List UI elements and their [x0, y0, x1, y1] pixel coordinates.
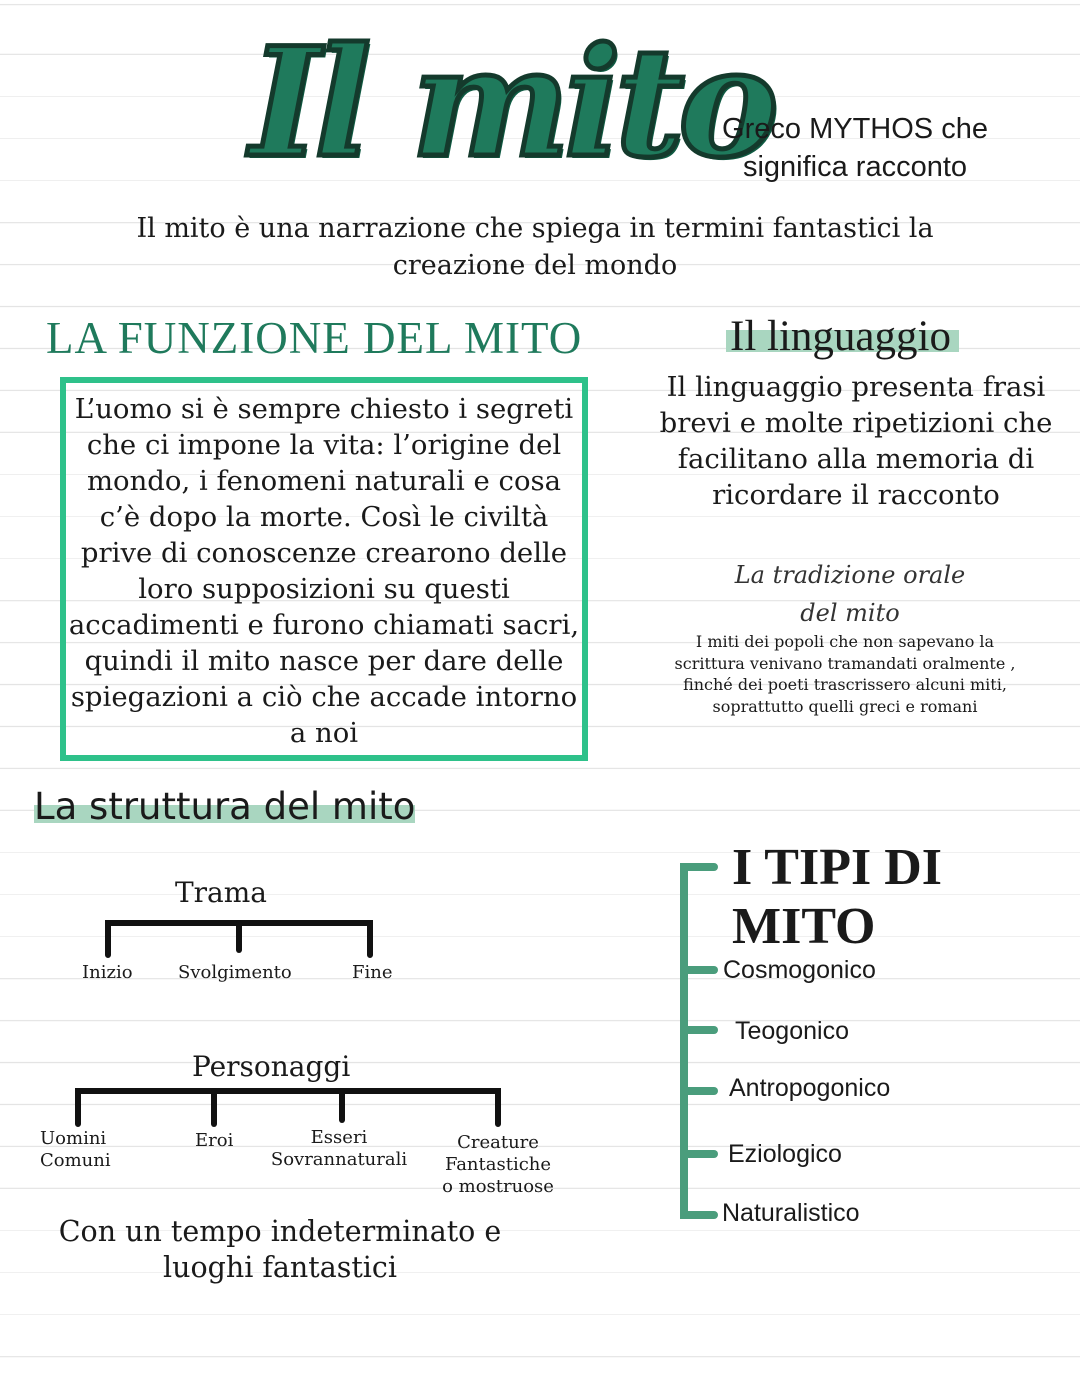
- tipo-naturalistico: Naturalistico: [722, 1199, 860, 1227]
- linguaggio-text: Il linguaggio presenta frasi brevi e molte ripetizioni che facilitano alla memoria di ricordare il racconto: [659, 371, 1053, 511]
- definition-text: Il mito è una narrazione che spiega in termini fantastici la creazione del mondo: [136, 213, 934, 281]
- personaggio-creature: [436, 1132, 560, 1198]
- personaggio-line: o mostruose: [442, 1176, 554, 1197]
- personaggio-line: Esseri: [310, 1127, 368, 1148]
- personaggio-line: Creature: [457, 1132, 539, 1153]
- personaggio-uomini: [40, 1128, 111, 1172]
- personaggio-esseri: [266, 1127, 412, 1171]
- tipo-eziologico: Eziologico: [728, 1140, 842, 1168]
- tipo-antropogonico: Antropogonico: [729, 1074, 891, 1102]
- trama-item-svolgimento: Svolgimento: [178, 962, 292, 983]
- personaggio-line: Fantastiche: [444, 1154, 552, 1175]
- tipi-bracket: [684, 867, 714, 1215]
- tipo-cosmogonico: Cosmogonico: [723, 956, 876, 984]
- personaggio-line: Sovrannaturali: [270, 1149, 408, 1170]
- tipi-heading: I TIPI DI MITO: [732, 839, 943, 955]
- page-title: Il mito: [250, 15, 773, 191]
- trama-bracket: [108, 923, 370, 955]
- funzione-heading: LA FUNZIONE DEL MITO: [46, 313, 583, 363]
- linguaggio-heading-label: Il linguaggio: [730, 313, 951, 360]
- funzione-text: L’uomo si è sempre chiesto i segreti che ci impone la vita: l’origine del mondo, i fenomeni naturali e cosa c’è dopo la morte. Così le civiltà prive di conoscenze crearono delle loro supposizioni su questi accadimenti e furono chiamati sacri, quindi il mito nasce per dare delle spiegazioni a ciò che accade intorno a noi: [68, 393, 580, 749]
- personaggio-line: Uomini: [40, 1128, 107, 1149]
- tempo-text: Con un tempo indeterminato e luoghi fantastici: [58, 1215, 502, 1284]
- personaggi-label: Personaggi: [192, 1050, 351, 1083]
- personaggio-line: Eroi: [195, 1130, 234, 1151]
- tradizione-text: I miti dei popoli che non sapevano la scrittura venivano tramandati oralmente , finché dei poeti trascrissero alcuni miti, soprattutto quelli greci e romani: [674, 632, 1016, 716]
- personaggio-line: Comuni: [40, 1150, 111, 1171]
- trama-label: Trama: [175, 876, 267, 909]
- etymology-note: Greco MYTHOS che significa racconto: [722, 113, 988, 183]
- struttura-heading-label: La struttura del mito: [34, 785, 416, 828]
- tipo-teogonico: Teogonico: [735, 1017, 849, 1045]
- trama-item-fine: Fine: [352, 962, 393, 983]
- personaggi-bracket: [78, 1091, 498, 1124]
- trama-item-inizio: Inizio: [82, 962, 133, 983]
- personaggio-eroi: [195, 1130, 233, 1152]
- tradizione-title-line1: La tradizione orale: [734, 561, 966, 589]
- tradizione-title-line2: del mito: [800, 599, 900, 627]
